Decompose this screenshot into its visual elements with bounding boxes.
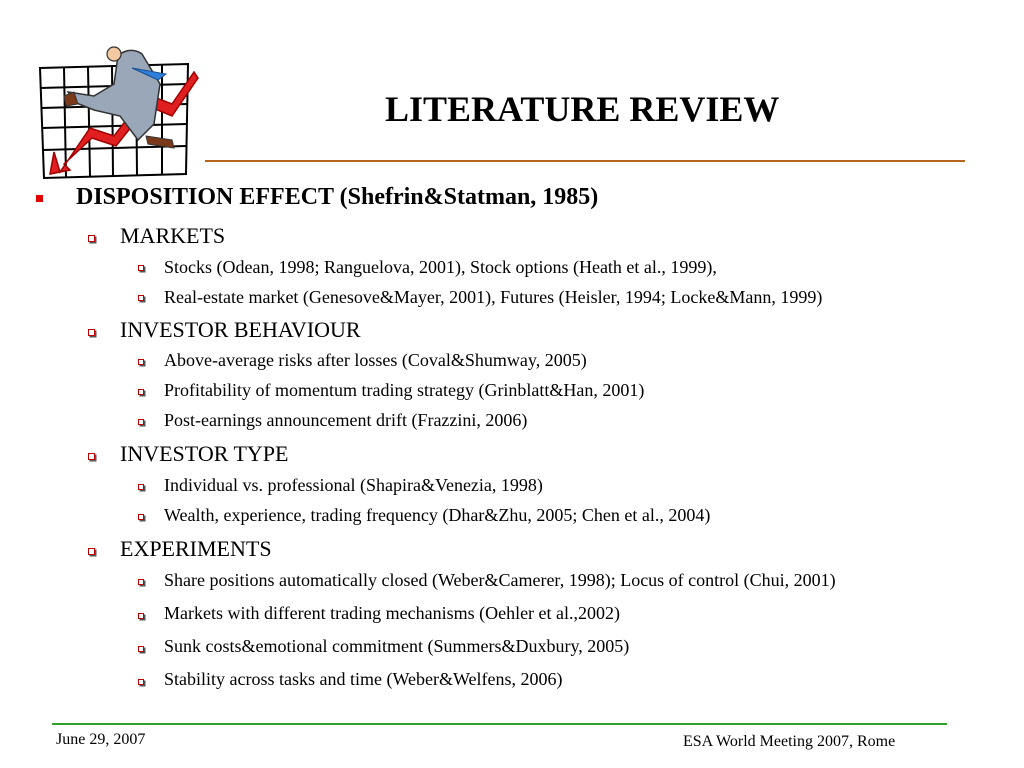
section-label: EXPERIMENTS: [120, 536, 272, 561]
hollow-square-bullet-icon: [138, 579, 144, 585]
list-item: Real-estate market (Genesove&Mayer, 2001), Futures (Heisler, 1994; Locke&Mann, 1999): [164, 287, 823, 307]
list-item: Wealth, experience, trading frequency (Dhar&Zhu, 2005; Chen et al., 2004): [164, 505, 711, 525]
footer-divider: [52, 723, 947, 725]
hollow-square-bullet-icon: [88, 329, 95, 336]
slide-title: LITERATURE REVIEW: [385, 89, 780, 129]
list-item: Stocks (Odean, 1998; Ranguelova, 2001), Stock options (Heath et al., 1999),: [164, 257, 717, 277]
hollow-square-bullet-icon: [88, 235, 95, 242]
hollow-square-bullet-icon: [88, 548, 95, 555]
hollow-square-bullet-icon: [138, 613, 144, 619]
list-item: Markets with different trading mechanisms (Oehler et al.,2002): [164, 603, 621, 623]
list-item: Share positions automatically closed (Weber&Camerer, 1998); Locus of control (Chui, 2001): [164, 570, 836, 590]
hollow-square-bullet-icon: [138, 359, 144, 365]
hollow-square-bullet-icon: [138, 389, 144, 395]
hollow-square-bullet-icon: [138, 514, 144, 520]
hollow-square-bullet-icon: [138, 419, 144, 425]
hollow-square-bullet-icon: [138, 265, 144, 271]
section-label: INVESTOR TYPE: [120, 441, 289, 466]
footer-date: June 29, 2007: [56, 731, 146, 748]
list-item: Post-earnings announcement drift (Frazzini, 2006): [164, 410, 528, 430]
hollow-square-bullet-icon: [138, 484, 144, 490]
title-divider: [205, 160, 965, 162]
section-label: MARKETS: [120, 223, 226, 248]
hollow-square-bullet-icon: [138, 679, 144, 685]
section-label: INVESTOR BEHAVIOUR: [120, 317, 361, 342]
list-item: Above-average risks after losses (Coval&Shumway, 2005): [164, 350, 587, 370]
square-bullet-icon: [36, 195, 43, 202]
hollow-square-bullet-icon: [88, 453, 95, 460]
hollow-square-bullet-icon: [138, 646, 144, 652]
list-item: Sunk costs&emotional commitment (Summers&Duxbury, 2005): [164, 636, 630, 656]
list-item: Stability across tasks and time (Weber&Welfens, 2006): [164, 669, 563, 689]
falling-businessman-chart-icon: [34, 44, 200, 182]
footer-event: ESA World Meeting 2007, Rome: [683, 733, 896, 750]
list-item: Profitability of momentum trading strategy (Grinblatt&Han, 2001): [164, 380, 645, 400]
list-item: Individual vs. professional (Shapira&Venezia, 1998): [164, 475, 543, 495]
hollow-square-bullet-icon: [138, 295, 144, 301]
main-heading: DISPOSITION EFFECT (Shefrin&Statman, 1985): [76, 184, 599, 210]
